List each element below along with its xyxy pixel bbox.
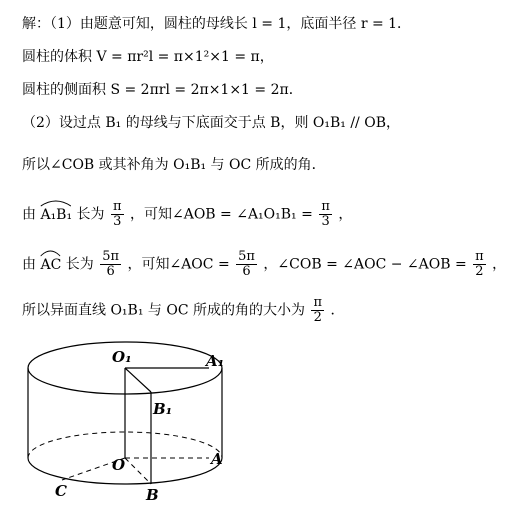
line8-suffix: ． — [330, 302, 345, 319]
fraction-numerator: π — [112, 199, 122, 214]
fraction-denominator: 3 — [113, 214, 122, 229]
label-c: C — [55, 482, 67, 500]
arc-ac-label: AC — [40, 256, 62, 273]
label-o: O — [112, 456, 126, 474]
fraction-numerator: π — [475, 249, 484, 264]
line7-suffix: ， — [492, 256, 507, 273]
solution-line-1: 解：（1）由题意可知，圆柱的母线长 l = 1，底面半径 r = 1． — [22, 16, 412, 32]
fraction-numerator: 5π — [102, 249, 120, 264]
label-a1: A₁ — [206, 352, 225, 370]
line7-prefix: 由 — [22, 256, 36, 273]
line6-mid1: 长为 — [76, 206, 105, 223]
line7-mid3: ，∠COB = ∠AOC − ∠AOB = — [263, 256, 467, 273]
fraction-numerator: π — [321, 199, 330, 214]
fraction-denominator: 2 — [313, 310, 322, 325]
line6-prefix: 由 — [22, 206, 36, 223]
line6-suffix: ， — [338, 206, 353, 223]
solution-line-3: 圆柱的侧面积 S = 2πrl = 2π×1×1 = 2π． — [22, 82, 303, 98]
solution-line-4: （2）设过点 B₁ 的母线与下底面交于点 B，则 O₁B₁ // OB， — [22, 115, 400, 131]
label-o1: O₁ — [112, 348, 132, 366]
solution-line-2: 圆柱的体积 V = πr²l = π×1²×1 = π， — [22, 49, 274, 65]
fraction-numerator: 5π — [238, 249, 255, 264]
fraction-denominator: 6 — [242, 264, 251, 279]
label-a: A — [211, 450, 223, 468]
line8-prefix: 所以异面直线 O₁B₁ 与 OC 所成的角的大小为 — [22, 302, 305, 319]
segment-o1-b1 — [125, 368, 151, 392]
line7-mid1: 长为 — [65, 256, 94, 273]
solution-line-5: 所以∠COB 或其补角为 O₁B₁ 与 OC 所成的角． — [22, 157, 326, 173]
line6-mid2: ，可知∠AOB = ∠A₁O₁B₁ = — [129, 206, 313, 223]
line7-mid2: ，可知∠AOC = — [127, 256, 230, 273]
label-b: B — [146, 486, 159, 504]
fraction-denominator: 2 — [475, 264, 484, 279]
radius-o-b — [125, 458, 151, 484]
fraction-denominator: 6 — [106, 264, 115, 279]
arc-a1b1-label: A₁B₁ — [40, 206, 73, 223]
label-b1: B₁ — [153, 400, 173, 418]
fraction-denominator: 3 — [321, 214, 330, 229]
fraction-numerator: π — [313, 295, 322, 310]
